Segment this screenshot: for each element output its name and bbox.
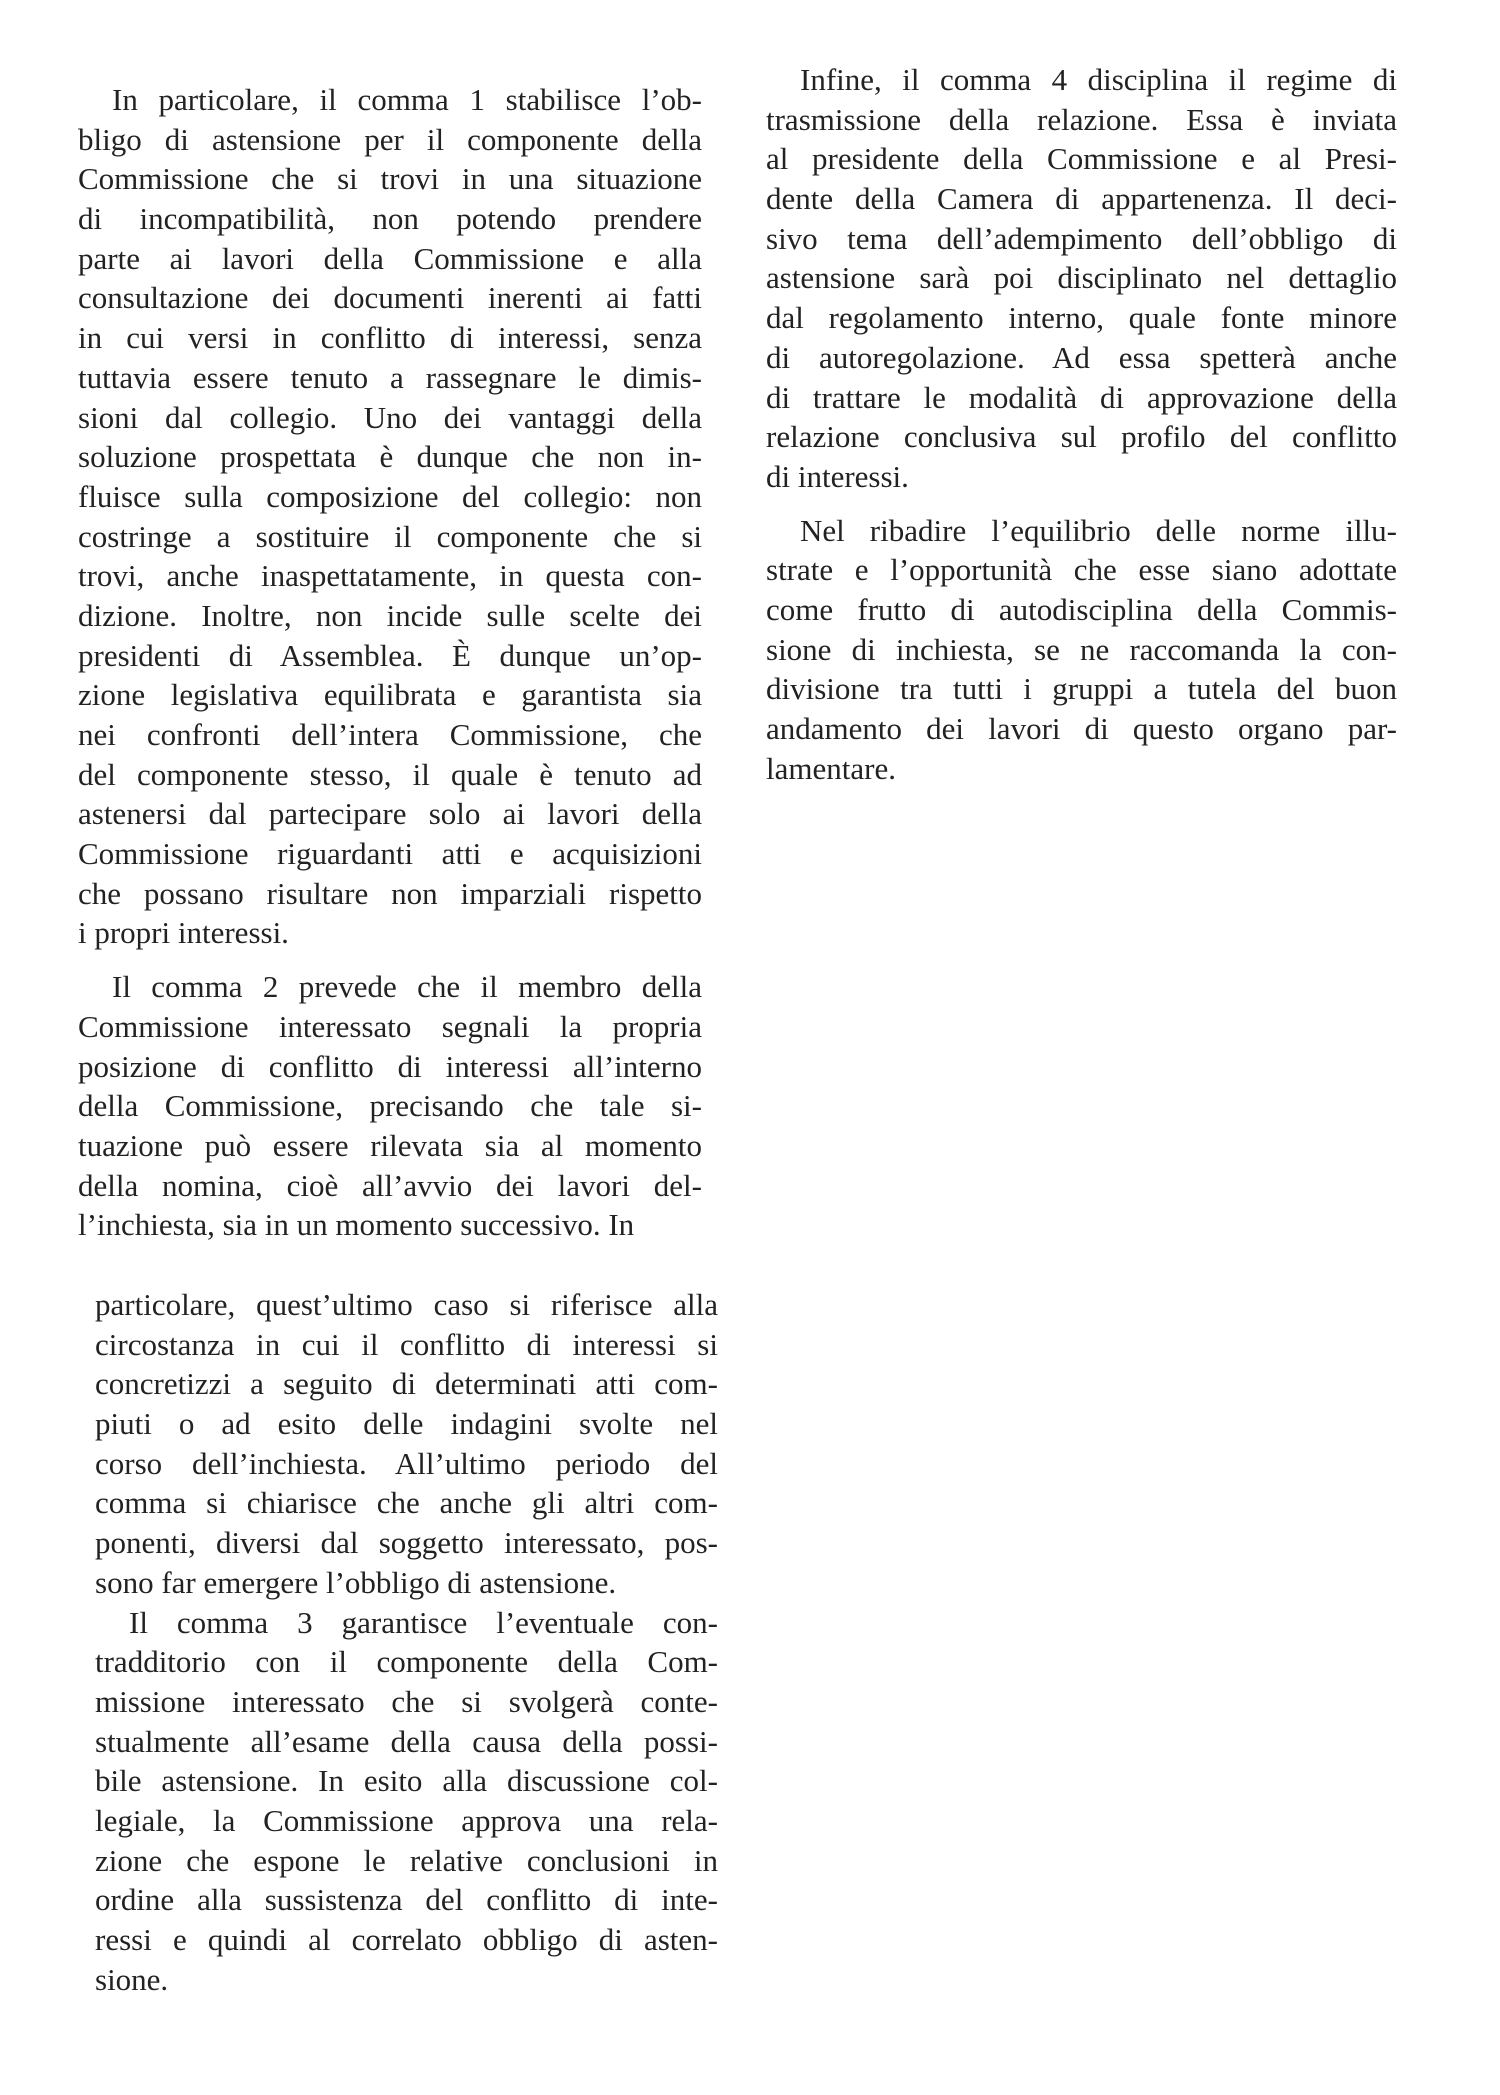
text-line: andamento dei lavori di questo organo par- <box>766 711 1397 746</box>
text-line: Infine, il comma 4 disciplina il regime di <box>800 62 1397 97</box>
text-line: dal regolamento interno, quale fonte minore <box>766 300 1397 336</box>
text-line: i propri interessi. <box>78 915 289 951</box>
text-line: trasmissione della relazione. Essa è inviata <box>766 101 1397 137</box>
right-column <box>766 60 1397 788</box>
text-line: dizione. Inoltre, non incide sulle scelte dei <box>78 597 702 633</box>
paragraph <box>78 80 702 953</box>
text-line: posizione di conflitto di interessi all’interno <box>78 1048 702 1084</box>
text-line: strate e l’opportunità che esse siano adottate <box>766 552 1397 588</box>
text-line: l’inchiesta, sia in un momento successivo. In <box>78 1207 635 1243</box>
text-line: come frutto di autodisciplina della Commis- <box>766 591 1397 627</box>
text-line: di interessi. <box>766 458 909 494</box>
text-line: di incompatibilità, non potendo prendere <box>78 201 702 237</box>
text-line: soluzione prospettata è dunque che non in- <box>78 439 702 475</box>
text-line: di trattare le modalità di approvazione della <box>766 379 1397 415</box>
text-line: fluisce sulla composizione del collegio: non <box>78 478 702 514</box>
text-line: astensione sarà poi disciplinato nel dettaglio <box>766 260 1397 296</box>
paragraph <box>78 967 702 1245</box>
left-column-top <box>78 80 702 1245</box>
text-line: al presidente della Commissione e al Presi- <box>766 141 1397 177</box>
paragraph <box>95 1285 718 1603</box>
paragraph <box>95 1603 718 2000</box>
text-line: Nel ribadire l’equilibrio delle norme illu- <box>800 512 1397 548</box>
text-line: ordine alla sussistenza del conflitto di inte- <box>95 1882 718 1918</box>
text-line: In particolare, il comma 1 stabilisce l’ob- <box>112 82 702 117</box>
paragraph <box>766 60 1397 497</box>
text-line: parte ai lavori della Commissione e alla <box>78 240 702 276</box>
text-line: relazione conclusiva sul profilo del conflitto <box>766 419 1397 455</box>
left-column-bottom <box>95 1285 718 1999</box>
paragraph <box>766 511 1397 789</box>
text-line: piuti o ad esito delle indagini svolte nel <box>95 1406 718 1442</box>
text-line: circostanza in cui il conflitto di interessi si <box>95 1326 718 1362</box>
text-line: che possano risultare non imparziali rispetto <box>78 875 702 911</box>
text-line: astenersi dal partecipare solo ai lavori della <box>78 796 702 832</box>
text-line: Il comma 2 prevede che il membro della <box>112 969 702 1005</box>
text-line: bile astensione. In esito alla discussione col- <box>95 1763 718 1799</box>
text-line: sione. <box>95 1961 169 1997</box>
text-line: corso dell’inchiesta. All’ultimo periodo del <box>95 1445 718 1481</box>
text-line: Commissione che si trovi in una situazione <box>78 161 702 197</box>
text-line: divisione tra tutti i gruppi a tutela del buon <box>766 671 1397 707</box>
text-line: Commissione riguardanti atti e acquisizioni <box>78 836 702 872</box>
text-line: Il comma 3 garantisce l’eventuale con- <box>129 1604 718 1640</box>
text-line: di autoregolazione. Ad essa spetterà anche <box>766 339 1397 375</box>
text-line: tradditorio con il componente della Com- <box>95 1644 718 1680</box>
text-line: missione interessato che si svolgerà conte- <box>95 1683 718 1719</box>
text-line: sione di inchiesta, se ne raccomanda la con- <box>766 631 1397 667</box>
text-line: della nomina, cioè all’avvio dei lavori del- <box>78 1167 702 1203</box>
text-line: sioni dal collegio. Uno dei vantaggi della <box>78 399 702 435</box>
text-line: comma si chiarisce che anche gli altri com- <box>95 1485 718 1521</box>
text-line: lamentare. <box>766 750 896 786</box>
text-line: sono far emergere l’obbligo di astensione. <box>95 1564 617 1600</box>
text-line: tuttavia essere tenuto a rassegnare le dimis- <box>78 359 702 395</box>
text-line: stualmente all’esame della causa della possi- <box>95 1723 718 1759</box>
text-line: del componente stesso, il quale è tenuto ad <box>78 756 702 792</box>
text-line: consultazione dei documenti inerenti ai fatti <box>78 280 702 316</box>
text-line: zione legislativa equilibrata e garantista sia <box>78 677 702 713</box>
text-line: in cui versi in conflitto di interessi, senza <box>78 320 702 356</box>
text-line: tuazione può essere rilevata sia al momento <box>78 1127 702 1163</box>
text-line: della Commissione, precisando che tale si- <box>78 1088 702 1124</box>
text-line: ressi e quindi al correlato obbligo di asten- <box>95 1922 718 1957</box>
text-line: nei confronti dell’intera Commissione, che <box>78 717 702 752</box>
text-line: bligo di astensione per il componente della <box>78 121 702 157</box>
text-line: costringe a sostituire il componente che si <box>78 518 702 554</box>
text-line: concretizzi a seguito di determinati atti com- <box>95 1366 718 1402</box>
text-line: zione che espone le relative conclusioni in <box>95 1842 718 1878</box>
text-line: particolare, quest’ultimo caso si riferisce alla <box>95 1287 718 1322</box>
text-line: legiale, la Commissione approva una rela- <box>95 1802 718 1838</box>
text-line: sivo tema dell’adempimento dell’obbligo di <box>766 220 1397 256</box>
text-line: dente della Camera di appartenenza. Il deci- <box>766 181 1397 217</box>
text-line: ponenti, diversi dal soggetto interessato, pos- <box>95 1525 718 1561</box>
text-line: presidenti di Assemblea. È dunque un’op- <box>78 637 702 673</box>
text-line: Commissione interessato segnali la propria <box>78 1008 702 1044</box>
text-line: trovi, anche inaspettatamente, in questa con- <box>78 558 702 594</box>
